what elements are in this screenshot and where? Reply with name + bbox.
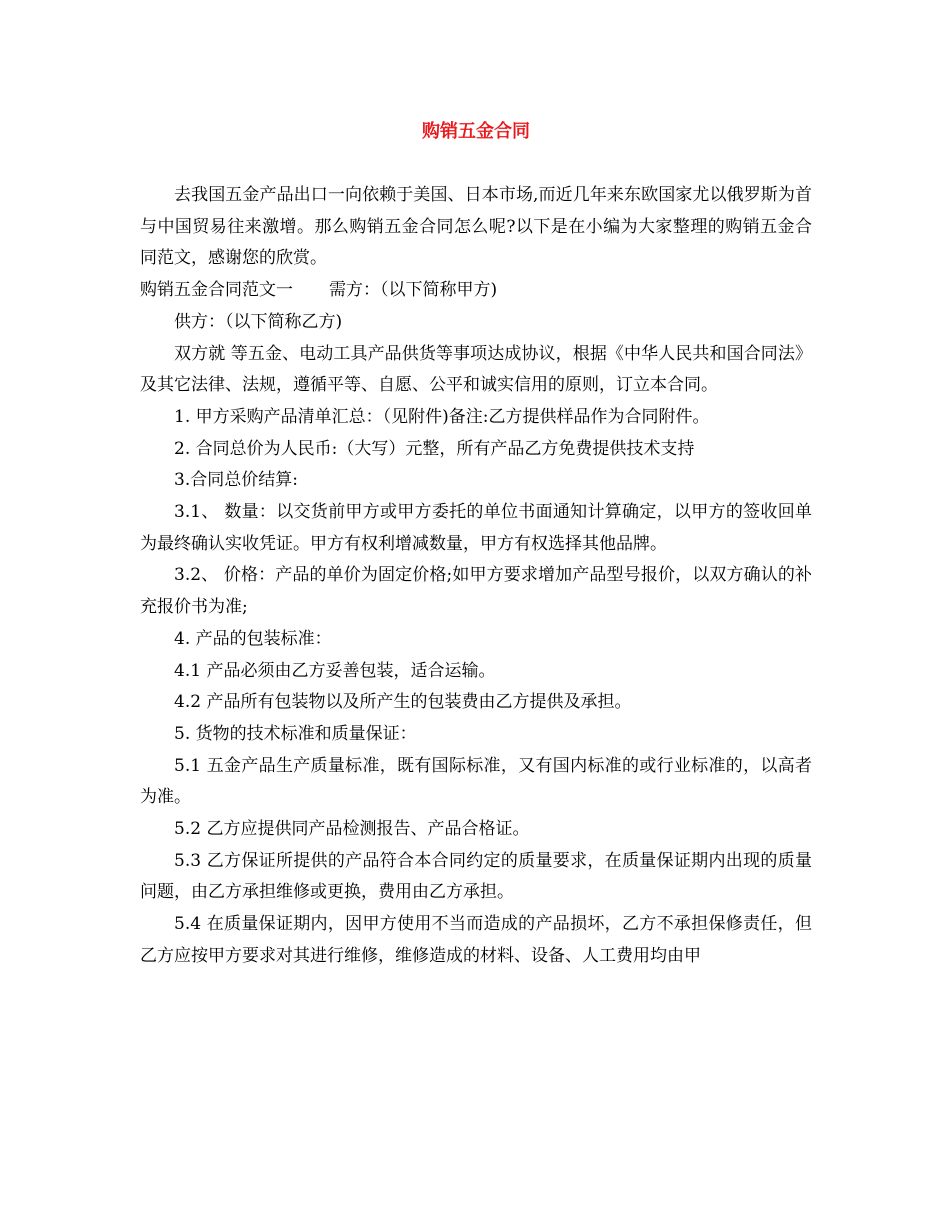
clause-3: 3.合同总价结算: xyxy=(174,470,298,491)
clause-4: 4. 产品的包装标准： xyxy=(174,628,332,649)
clause-4-2: 4.2 产品所有包装物以及所产生的包装费由乙方提供及承担。 xyxy=(174,692,632,713)
clause-1: 1. 甲方采购产品清单汇总：（见附件)备注:乙方提供样品作为合同附件。 xyxy=(174,406,710,427)
intro-paragraph: 去我国五金产品出口一向依赖于美国、日本市场,而近几年来东欧国家尤以俄罗斯为首与中国贸易往来激增。那么购销五金合同怎么呢?以下是在小编为大家整理的购销五金合同范文，感谢您的欣赏。 xyxy=(140,185,812,269)
document-title: 购销五金合同 xyxy=(422,121,530,142)
clause-2: 2. 合同总价为人民币:（大写）元整，所有产品乙方免费提供技术支持 xyxy=(174,438,695,459)
buyer-line: 需方：（以下简称甲方) xyxy=(329,280,498,301)
seller-line: 供方：（以下简称乙方) xyxy=(174,311,343,332)
clause-5-1: 5.1 五金产品生产质量标准，既有国际标准，又有国内标准的或行业标准的，以高者为准。 xyxy=(140,755,812,808)
clause-5-4: 5.4 在质量保证期内，因甲方使用不当而造成的产品损坏，乙方不承担保修责任，但乙方应按甲方要求对其进行维修，维修造成的材料、设备、人工费用均由甲 xyxy=(140,914,812,966)
preamble-paragraph: 双方就 等五金、电动工具产品供货等事项达成协议，根据《中华人民共和国合同法》及其它法律、法规，遵循平等、自愿、公平和诚实信用的原则，订立本合同。 xyxy=(140,343,812,396)
clause-5: 5. 货物的技术标准和质量保证： xyxy=(174,723,417,744)
sample-heading-line xyxy=(140,275,812,307)
clause-5-3: 5.3 乙方保证所提供的产品符合本合同约定的质量要求，在质量保证期内出现的质量问题，由乙方承担维修或更换，费用由乙方承担。 xyxy=(140,850,812,903)
sample-heading: 购销五金合同范文一 xyxy=(140,280,293,301)
clause-3-2: 3.2、 价格：产品的单价为固定价格;如甲方要求增加产品型号报价，以双方确认的补充报价书为准; xyxy=(140,565,812,618)
clause-4-1: 4.1 产品必须由乙方妥善包装，适合运输。 xyxy=(174,660,496,681)
clause-3-1: 3.1、 数量：以交货前甲方或甲方委托的单位书面通知计算确定，以甲方的签收回单为最终确认实收凭证。甲方有权利增减数量，甲方有权选择其他品牌。 xyxy=(140,502,812,554)
clause-5-2: 5.2 乙方应提供同产品检测报告、产品合格证。 xyxy=(174,819,530,840)
